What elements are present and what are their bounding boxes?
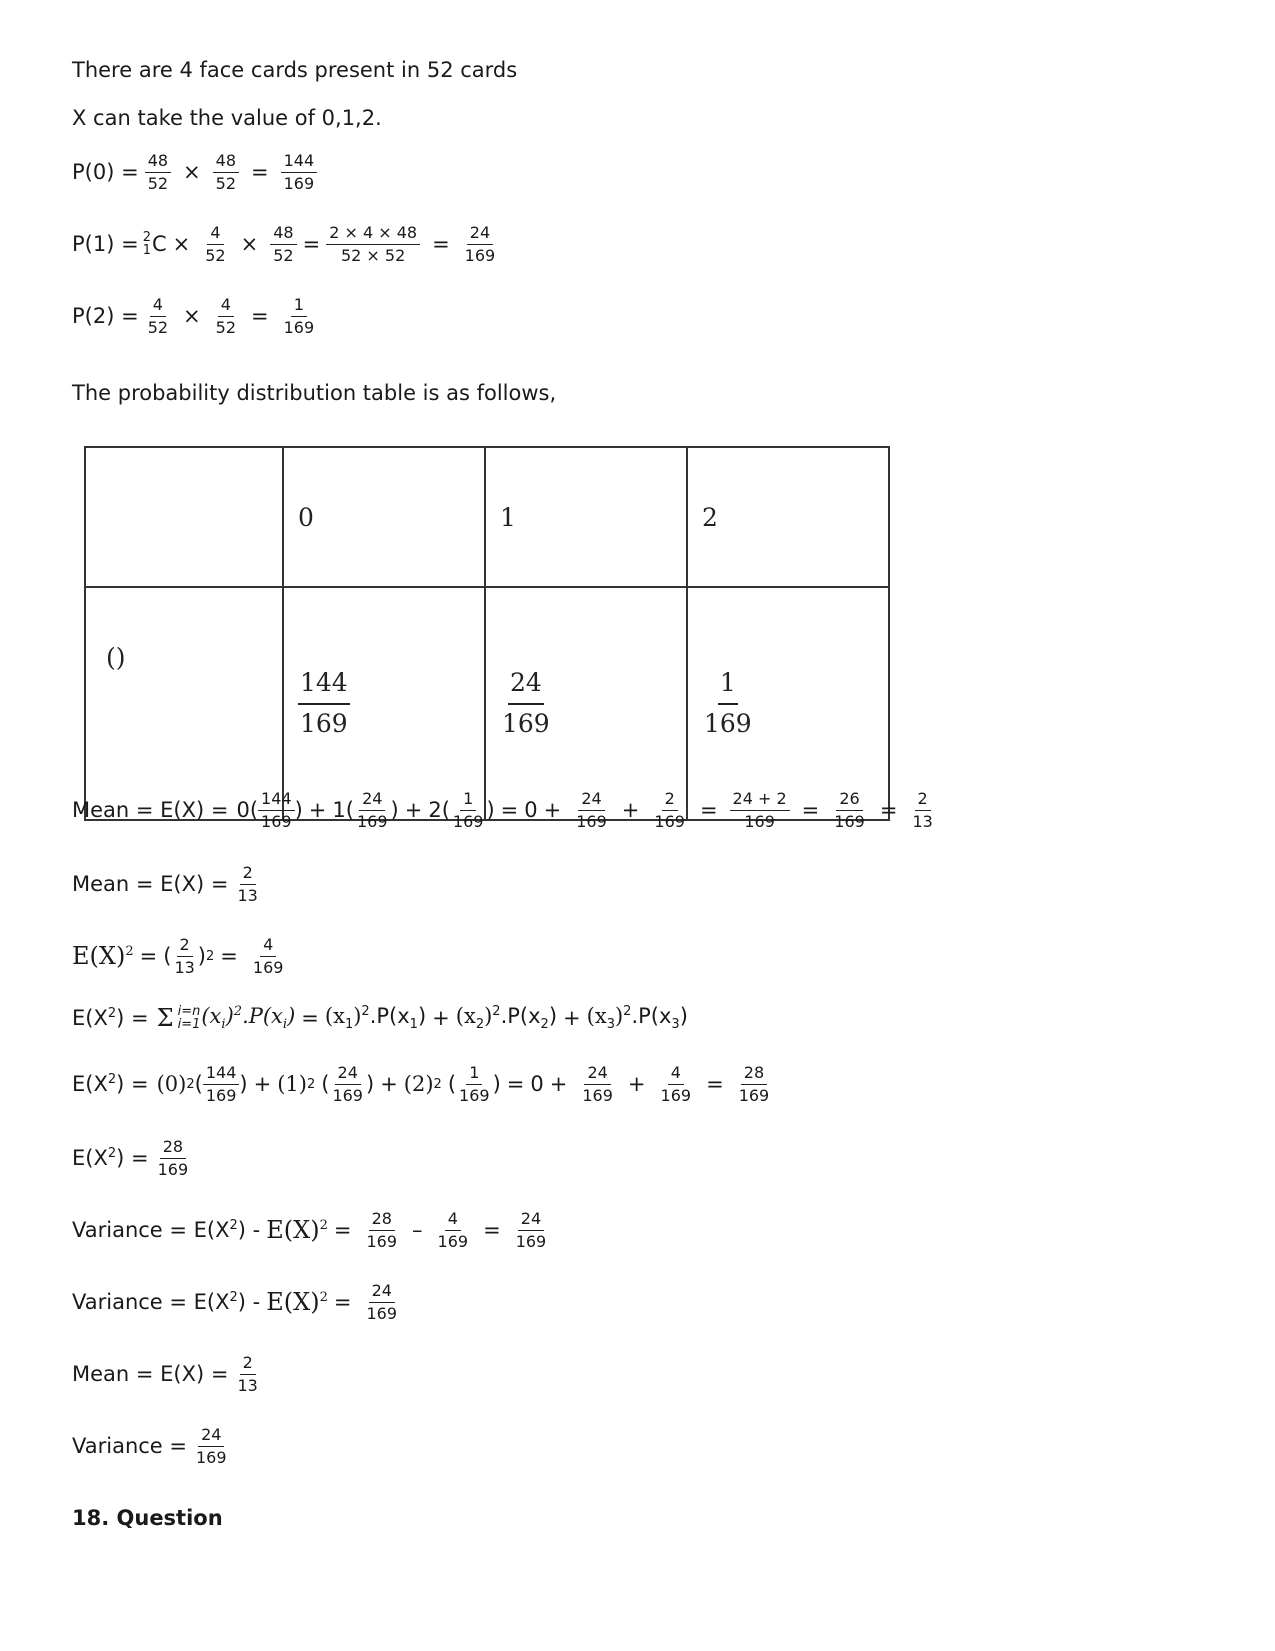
- equals-sign: =: [139, 944, 158, 969]
- fraction: $\frac{4}{169}$: [660, 1063, 692, 1105]
- ex-term: $E(X)^2$: [266, 1288, 328, 1317]
- mean-calculation: [72, 790, 942, 830]
- zero: 0: [524, 798, 538, 823]
- table-cell: [85, 447, 283, 587]
- p1-equation: [72, 224, 504, 264]
- plus-sign: +: [308, 798, 327, 823]
- table-cell: 2: [687, 447, 889, 587]
- combination-symbol: 2 1: [142, 230, 151, 259]
- minus-sign: –: [412, 1218, 423, 1243]
- fraction: $\frac{26}{169}$: [834, 789, 865, 831]
- plus-sign: +: [380, 1072, 398, 1097]
- fraction: $\frac{2}{13}$: [174, 935, 195, 977]
- fraction: $\frac{144}{169}$: [203, 1064, 240, 1104]
- equals-sign: =: [699, 798, 718, 823]
- p1-result: $\frac{24}{169}$: [464, 223, 496, 265]
- fraction: $\frac{24}{169}$: [582, 1063, 613, 1105]
- term: 0(: [236, 798, 259, 823]
- times-sign: ×: [240, 232, 259, 257]
- fraction: $\frac{24}{169}$: [576, 789, 607, 831]
- question-heading: 18. Question: [72, 1506, 223, 1530]
- p1-fraction-3: $\frac{2 \times 4 \times 48}{52 \times 52}$: [326, 224, 420, 264]
- exponent: 2: [433, 1076, 442, 1092]
- fraction: $\frac{24}{169}$: [366, 1281, 398, 1323]
- sigma-icon: Σ: [156, 1004, 174, 1033]
- plus-sign: +: [549, 1072, 568, 1097]
- intro-line-1: There are 4 face cards present in 52 cards: [72, 58, 518, 82]
- exponent: 2: [306, 1076, 316, 1092]
- fraction: $\frac{2}{13}$: [237, 1353, 258, 1395]
- paren: ): [390, 798, 399, 823]
- zero: 0: [530, 1072, 544, 1097]
- times-sign: ×: [183, 304, 201, 329]
- paren: ): [239, 1072, 248, 1097]
- paren: (: [321, 1072, 330, 1097]
- paren: (: [194, 1072, 203, 1097]
- variance-label: Variance =: [72, 1434, 187, 1459]
- table-cell: [687, 587, 889, 823]
- equals-sign: =: [301, 1006, 319, 1031]
- ex-squared: [72, 936, 292, 976]
- sigma-limits: i=n i=1: [177, 1004, 201, 1033]
- equals-sign: =: [432, 232, 450, 257]
- p0-result: $\frac{144}{169}$: [281, 152, 318, 192]
- equals-sign: =: [251, 160, 269, 185]
- p0-fraction-2: $\frac{48}{52}$: [213, 152, 239, 192]
- table-cell: 1: [485, 447, 687, 587]
- table-cell: [485, 587, 687, 823]
- times-sign: ×: [172, 232, 191, 257]
- ex2-label: $E(X^2)$ =: [72, 1146, 149, 1171]
- paren: ): [365, 1072, 375, 1097]
- mean-label: Mean = E(X) =: [72, 798, 229, 823]
- plus-sign: +: [253, 1072, 272, 1097]
- exponent: 2: [186, 1076, 195, 1092]
- mean-result: [72, 864, 267, 904]
- term: (0): [156, 1072, 187, 1097]
- fraction: $\frac{2}{169}$: [654, 789, 685, 831]
- fraction: $\frac{24 + 2}{169}$: [730, 790, 790, 830]
- fraction: $\frac{24}{169}$: [515, 1209, 547, 1251]
- fraction: $\frac{4}{169}$: [437, 1209, 469, 1251]
- combination-letter: C: [151, 232, 167, 257]
- ex2-result: [72, 1138, 197, 1178]
- summand: $(x_i)^2.P(x_i)$: [201, 1004, 296, 1033]
- fraction: $\frac{4}{169}$: [252, 935, 284, 977]
- table-cell: 0: [283, 447, 485, 587]
- paren: ): [197, 944, 206, 969]
- fraction: $\frac{28}{169}$: [366, 1209, 398, 1251]
- fraction: $\frac{2}{13}$: [912, 789, 933, 831]
- term: 2(: [428, 798, 450, 823]
- table-fraction: $\frac{24}{169}$: [502, 668, 550, 738]
- equals-sign: =: [706, 1072, 724, 1097]
- paren: (: [163, 944, 172, 969]
- table-row: [85, 447, 889, 587]
- equals-sign: =: [333, 1218, 352, 1243]
- ex2-label: $E(X^2)$ =: [72, 1072, 149, 1097]
- plus-sign: +: [621, 798, 640, 823]
- p1-label: P(1) =: [72, 232, 139, 257]
- equals-sign: =: [506, 1072, 525, 1097]
- term: $(x_1)^2.P(x_1)$: [324, 1004, 427, 1033]
- ex2-calculation: [72, 1064, 778, 1104]
- p1-fraction-2: $\frac{48}{52}$: [270, 224, 296, 264]
- p2-label: P(2) =: [72, 304, 139, 329]
- mean-label: Mean = E(X) =: [72, 872, 229, 897]
- table-cell: (): [85, 587, 283, 820]
- fraction: $\frac{144}{169}$: [258, 790, 295, 830]
- plus-sign: +: [432, 1006, 450, 1031]
- paren: (: [447, 1072, 457, 1097]
- p2-fraction-1: $\frac{4}{52}$: [147, 295, 169, 337]
- variance-calculation: [72, 1210, 555, 1250]
- mean-final: [72, 1354, 267, 1394]
- ex-label: $E(X)^2$: [72, 942, 134, 971]
- p0-label: P(0) =: [72, 160, 139, 185]
- p1-fraction-1: $\frac{4}{52}$: [205, 223, 226, 265]
- equals-sign: =: [801, 798, 820, 823]
- fraction: $\frac{28}{169}$: [157, 1137, 189, 1179]
- mean-label: Mean = E(X) =: [72, 1362, 229, 1387]
- fraction: $\frac{1}{169}$: [459, 1063, 490, 1105]
- term: (1): [277, 1072, 307, 1097]
- plus-sign: +: [563, 1006, 581, 1031]
- table-fraction: $\frac{1}{169}$: [704, 668, 752, 738]
- probability-distribution-table: [84, 446, 890, 821]
- plus-sign: +: [627, 1072, 646, 1097]
- p0-equation: [72, 152, 323, 192]
- variance-result: [72, 1282, 406, 1322]
- paren: ): [486, 798, 495, 823]
- times-sign: ×: [183, 160, 201, 185]
- variance-label: Variance = $E(X^2)$ -: [72, 1290, 261, 1315]
- fraction: $\frac{24}{169}$: [196, 1425, 227, 1467]
- term: 1(: [332, 798, 354, 823]
- equals-sign: =: [302, 232, 321, 257]
- plus-sign: +: [543, 798, 562, 823]
- fraction: $\frac{24}{169}$: [356, 789, 388, 831]
- fraction: $\frac{2}{13}$: [237, 863, 258, 905]
- variance-final: [72, 1426, 236, 1466]
- p0-fraction-1: $\frac{48}{52}$: [145, 152, 171, 192]
- fraction: $\frac{1}{169}$: [452, 789, 484, 831]
- p2-fraction-2: $\frac{4}{52}$: [215, 295, 237, 337]
- table-row: [85, 587, 889, 820]
- equals-sign: =: [483, 1218, 501, 1243]
- table-fraction: $\frac{144}{169}$: [300, 668, 348, 738]
- equals-sign: =: [333, 1290, 352, 1315]
- exponent: 2: [206, 948, 215, 964]
- equals-sign: =: [879, 798, 898, 823]
- term: $(x_2)^2.P(x_2)$: [455, 1004, 558, 1033]
- p2-result: $\frac{1}{169}$: [283, 295, 315, 337]
- fraction: $\frac{28}{169}$: [738, 1063, 770, 1105]
- fraction: $\frac{24}{169}$: [332, 1063, 363, 1105]
- ex2-label: $E(X^2)$ =: [72, 1006, 149, 1031]
- p2-equation: [72, 296, 323, 336]
- table-intro: The probability distribution table is as follows,: [72, 381, 557, 405]
- paren: ): [294, 798, 303, 823]
- ex-term: $E(X)^2$: [266, 1216, 328, 1245]
- term: $(x_3)^2.P(x_3)$: [586, 1004, 688, 1033]
- equals-sign: =: [220, 944, 238, 969]
- table-cell: [283, 587, 485, 823]
- variance-label: Variance = $E(X^2)$ -: [72, 1218, 261, 1243]
- plus-sign: +: [404, 798, 423, 823]
- paren: ): [492, 1072, 501, 1097]
- term: (2): [403, 1072, 434, 1097]
- equals-sign: =: [251, 304, 269, 329]
- intro-line-2: X can take the value of 0,1,2.: [72, 106, 382, 130]
- ex2-definition: [72, 1004, 688, 1032]
- equals-sign: =: [500, 798, 519, 823]
